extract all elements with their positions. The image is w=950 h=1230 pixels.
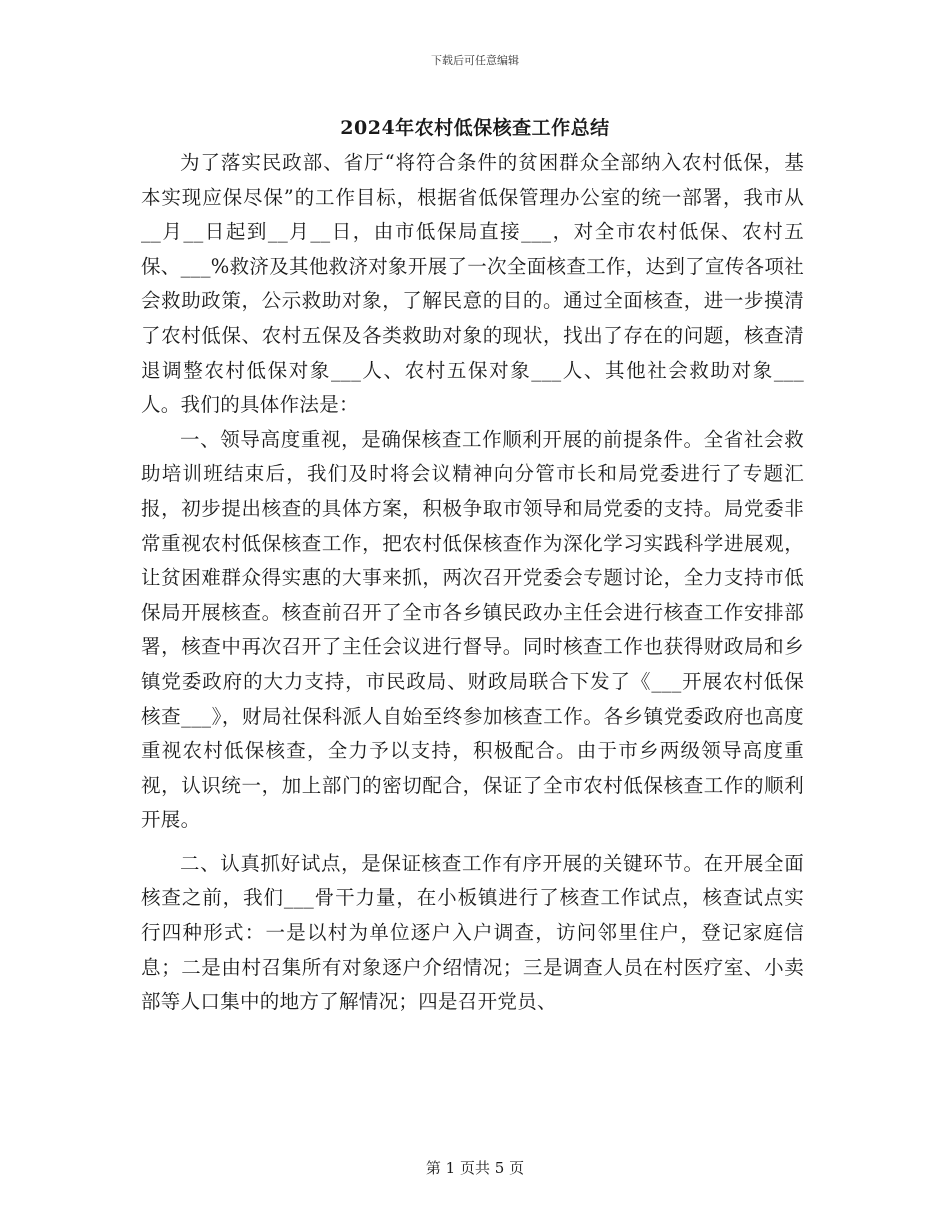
- paragraph-section-2: 二、认真抓好试点，是保证核查工作有序开展的关键环节。在开展全面核查之前，我们___骨干力量，在小板镇进行了核查工作试点，核查试点实行四种形式：一是以村为单位逐户入户调查，访问邻里住户，登记家庭信息；二是由村召集所有对象逐户介绍情况；三是调查人员在村医疗室、小卖部等人口集中的地方了解情况；四是召开党员、: [141, 851, 804, 1014]
- page-number: 第 1 页共 5 页: [425, 1159, 525, 1177]
- document-title: 2024年农村低保核查工作总结: [340, 117, 610, 139]
- paragraph-section-1: 一、领导高度重视，是确保核查工作顺利开展的前提条件。全省社会救助培训班结束后，我们及时将会议精神向分管市长和局党委进行了专题汇报，初步提出核查的具体方案，积极争取市领导和局党委的支持。局党委非常重视农村低保核查工作，把农村低保核查作为深化学习实践科学进展观，让贫困难群众得实惠的大事来抓，两次召开党委会专题讨论，全力支持市低保局开展核查。核查前召开了全市各乡镇民政办主任会进行核查工作安排部署，核查中再次召开了主任会议进行督导。同时核查工作也获得财政局和乡镇党委政府的大力支持，市民政局、财政局联合下发了《___开展农村低保核查___》，财局社保科派人自始至终参加核查工作。各乡镇党委政府也高度重视农村低保核查，全力予以支持，积极配合。由于市乡两级领导高度重视，认识统一，加上部门的密切配合，保证了全市农村低保核查工作的顺利开展。: [141, 427, 804, 832]
- document-body: [141, 146, 804, 1020]
- paragraph-intro: 为了落实民政部、省厅“将符合条件的贫困群众全部纳入农村低保，基本实现应保尽保”的工作目标，根据省低保管理办公室的统一部署，我市从__月__日起到__月__日，由市低保局直接___，对全市农村低保、农村五保、___%救济及其他救济对象开展了一次全面核查工作，达到了宣传各项社会救助政策，公示救助对象，了解民意的目的。通过全面核查，进一步摸清了农村低保、农村五保及各类救助对象的现状，找出了存在的问题，核查清退调整农村低保对象___人、农村五保对象___人、其他社会救助对象___人。我们的具体作法是：: [141, 151, 804, 417]
- page-header-note: 下载后可任意编辑: [431, 54, 519, 67]
